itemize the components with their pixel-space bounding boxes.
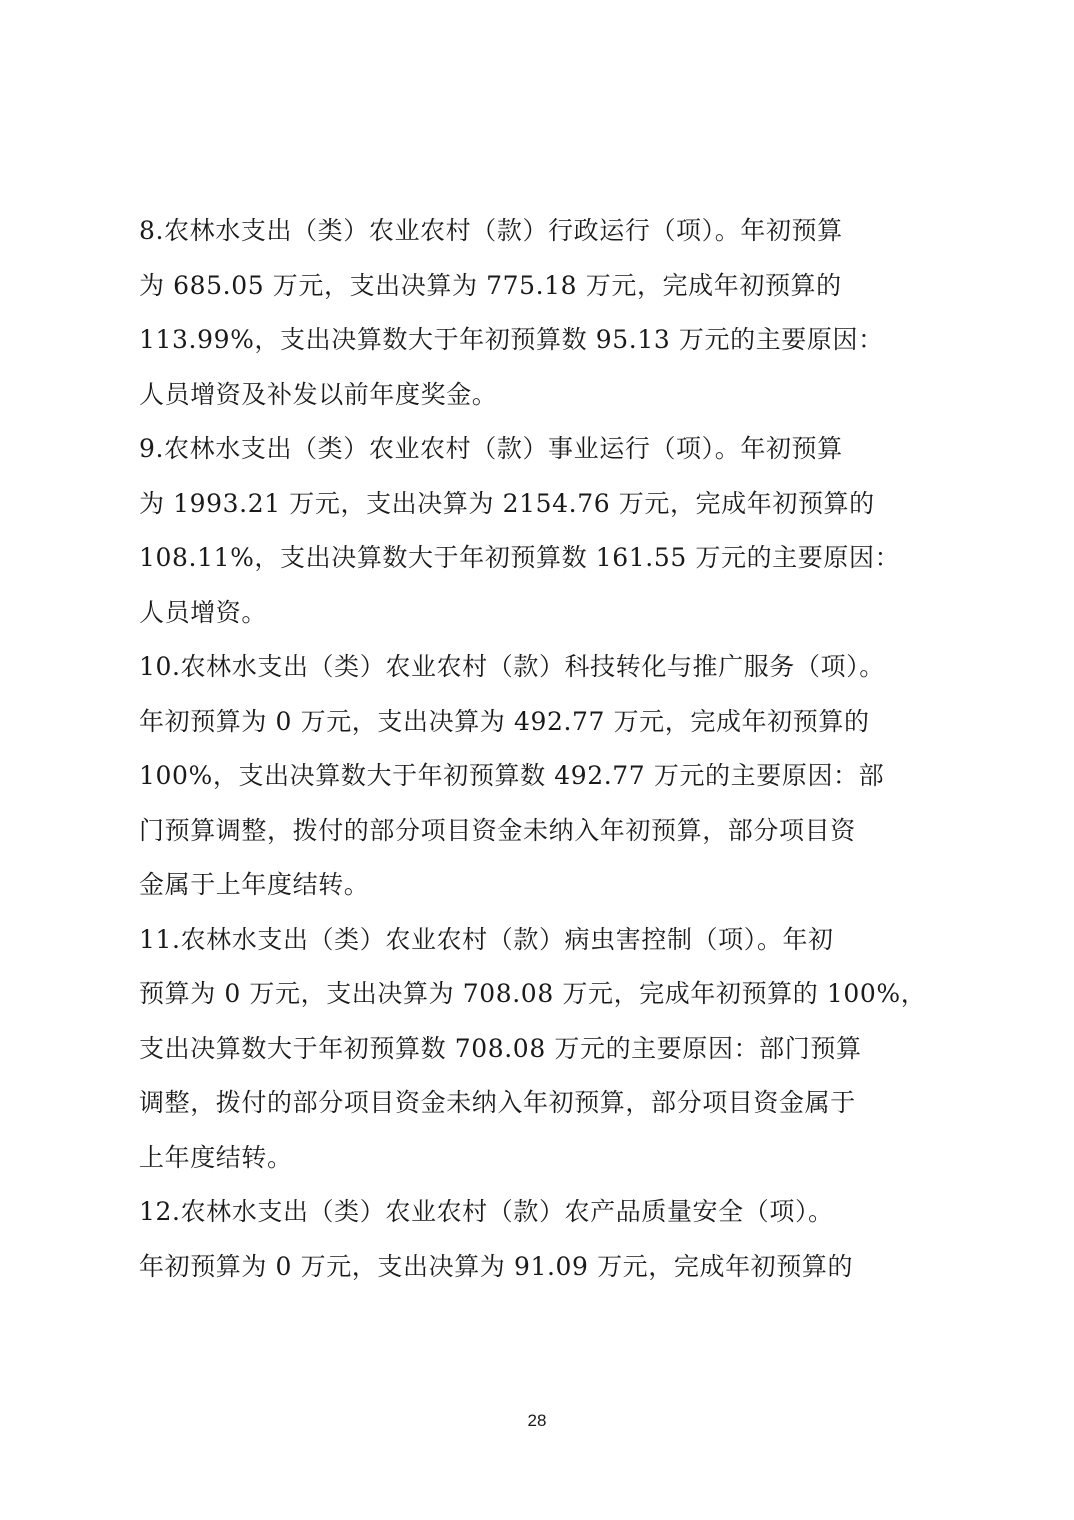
text-line: 113.99%，支出决算数大于年初预算数 95.13 万元的主要原因：	[139, 325, 884, 354]
text-line: 10.农林水支出（类）农业农村（款）科技转化与推广服务（项）。	[139, 652, 885, 681]
text-line: 人员增资及补发以前年度奖金。	[139, 379, 498, 409]
page-number: 28	[527, 1411, 547, 1430]
text-line: 调整，拨付的部分项目资金未纳入年初预算，部分项目资金属于	[139, 1088, 856, 1117]
text-line: 人员增资。	[139, 597, 268, 627]
text-line: 预算为 0 万元，支出决算为 708.08 万元，完成年初预算的 100%，	[139, 979, 927, 1008]
text-line: 11.农林水支出（类）农业农村（款）病虫害控制（项）。年初	[139, 924, 834, 954]
text-line: 金属于上年度结转。	[139, 870, 370, 899]
text-line: 9.农林水支出（类）农业农村（款）事业运行（项）。年初预算	[139, 434, 843, 463]
text-line: 8.农林水支出（类）农业农村（款）行政运行（项）。年初预算	[139, 216, 843, 245]
text-line: 为 685.05 万元，支出决算为 775.18 万元，完成年初预算的	[139, 270, 842, 300]
text-line: 108.11%，支出决算数大于年初预算数 161.55 万元的主要原因：	[139, 543, 901, 572]
text-line: 门预算调整，拨付的部分项目资金未纳入年初预算，部分项目资	[139, 815, 856, 845]
text-line: 年初预算为 0 万元，支出决算为 91.09 万元，完成年初预算的	[139, 1251, 854, 1281]
text-line: 上年度结转。	[139, 1142, 293, 1172]
body-text	[139, 204, 939, 1294]
text-line: 100%，支出决算数大于年初预算数 492.77 万元的主要原因：部	[139, 761, 885, 790]
text-line: 年初预算为 0 万元，支出决算为 492.77 万元，完成年初预算的	[139, 706, 870, 736]
text-line: 支出决算数大于年初预算数 708.08 万元的主要原因：部门预算	[139, 1033, 862, 1063]
text-line: 12.农林水支出（类）农业农村（款）农产品质量安全（项）。	[139, 1197, 834, 1226]
text-line: 为 1993.21 万元，支出决算为 2154.76 万元，完成年初预算的	[139, 488, 875, 518]
